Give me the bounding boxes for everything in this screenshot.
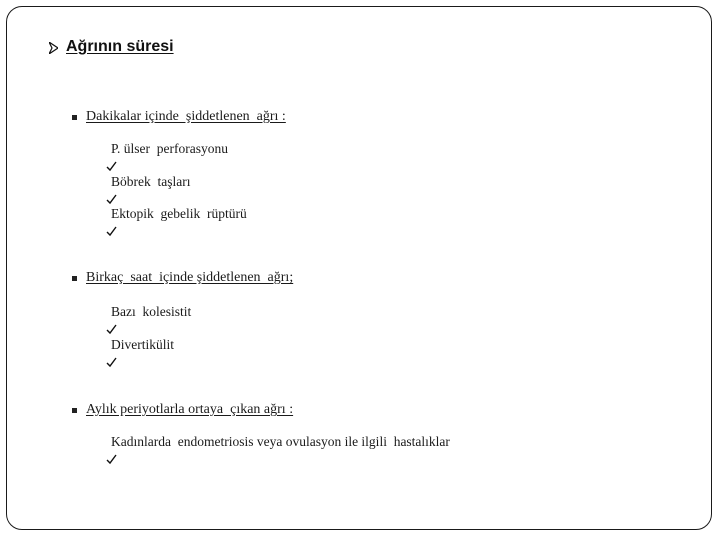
slide-heading — [49, 38, 174, 56]
bullet-label: Dakikalar içinde şiddetlenen ağrı : — [86, 109, 286, 124]
heading-text: Ağrının süresi — [66, 38, 174, 55]
list-item — [92, 174, 190, 190]
bullet-group-2 — [72, 270, 293, 286]
square-bullet-icon — [72, 276, 77, 281]
bullet-group-1 — [72, 109, 286, 125]
list-item-label: P. ülser perforasyonu — [111, 141, 228, 156]
checkmark-icon — [92, 307, 103, 318]
square-bullet-icon — [72, 408, 77, 413]
list-item — [92, 337, 174, 353]
list-item — [92, 141, 228, 157]
list-item-label: Böbrek taşları — [111, 174, 191, 189]
square-bullet-icon — [72, 115, 77, 120]
bullet-group-3 — [72, 402, 293, 418]
list-item — [92, 206, 247, 222]
checkmark-icon — [92, 144, 103, 155]
bullet-label: Aylık periyotlarla ortaya çıkan ağrı : — [86, 402, 294, 417]
checkmark-icon — [92, 340, 103, 351]
list-item — [92, 304, 191, 320]
list-item-label: Ektopik gebelik rüptürü — [111, 206, 247, 221]
checkmark-icon — [92, 177, 103, 188]
list-item-label: Bazı kolesistit — [111, 304, 192, 319]
list-item-label: Divertikülit — [111, 337, 174, 352]
checkmark-icon — [92, 437, 103, 448]
arrowhead-icon — [49, 41, 58, 53]
checkmark-icon — [92, 209, 103, 220]
bullet-label: Birkaç saat içinde şiddetlenen ağrı; — [86, 270, 294, 285]
list-item — [92, 434, 450, 450]
list-item-label: Kadınlarda endometriosis veya ovulasyon ile ilgili hastalıklar — [111, 434, 450, 449]
slide-frame — [6, 6, 712, 530]
